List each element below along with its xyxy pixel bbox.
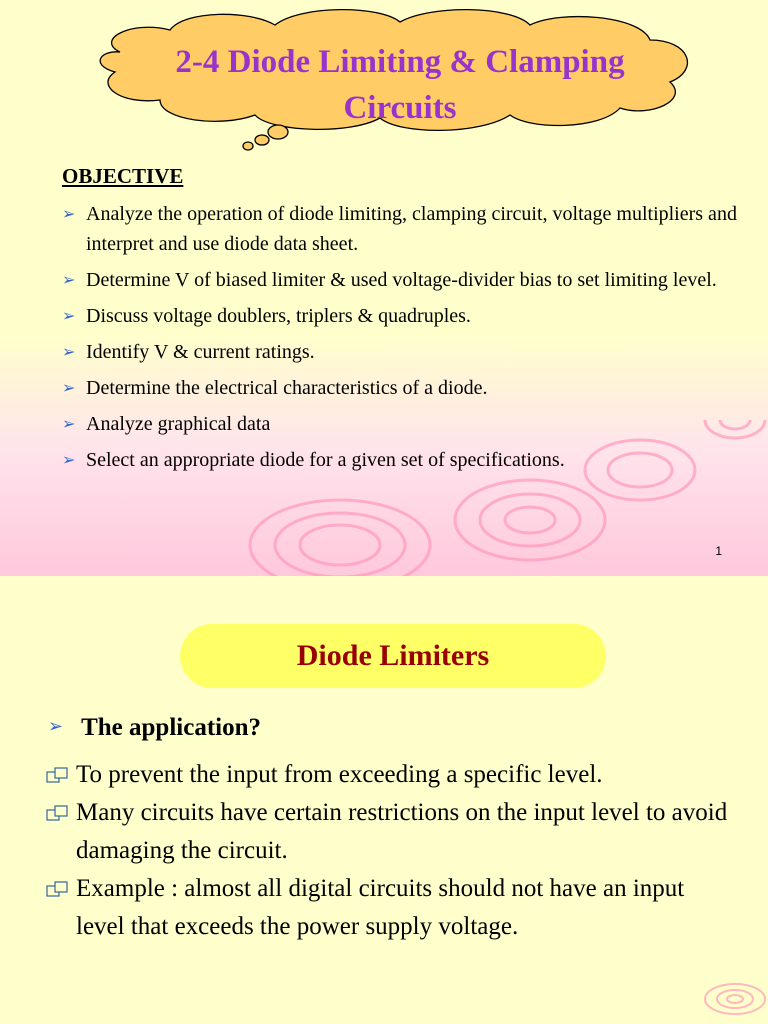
arrow-bullet-icon: ➢ xyxy=(62,306,76,325)
slide-2 xyxy=(0,576,768,1024)
slide-title-line-1: 2-4 Diode Limiting & Clamping xyxy=(175,44,625,80)
list-item: ➢ Discuss voltage doublers, triplers & quadruples. xyxy=(62,301,742,331)
arrow-bullet-icon: ➢ xyxy=(62,270,76,289)
objective-label: OBJECTIVE xyxy=(62,164,184,188)
list-item: ➢ Determine V of biased limiter & used voltage-divider bias to set limiting level. xyxy=(62,265,742,295)
list-item: ➢ Select an appropriate diode for a given set of specifications. xyxy=(62,445,742,475)
application-list xyxy=(46,756,736,946)
box-bullet-icon xyxy=(46,766,72,784)
arrow-bullet-icon: ➢ xyxy=(62,204,76,223)
arrow-bullet-icon: ➢ xyxy=(62,450,76,469)
list-item: ➢ Analyze graphical data xyxy=(62,409,742,439)
box-bullet-icon xyxy=(46,880,72,898)
page-number: 1 xyxy=(715,544,722,558)
list-item: Example : almost all digital circuits should not have an input level that exceeds the power supply voltage. xyxy=(46,870,736,946)
arrow-bullet-icon: ➢ xyxy=(48,716,64,737)
swirl-decoration-icon xyxy=(230,420,768,576)
list-item: Many circuits have certain restrictions on the input level to avoid damaging the circuit. xyxy=(46,794,736,870)
arrow-bullet-icon: ➢ xyxy=(62,378,76,397)
lead-question: ➢ The application? xyxy=(48,714,261,741)
box-bullet-icon xyxy=(46,804,72,822)
slide-title: Diode Limiters xyxy=(296,639,490,672)
list-item: ➢ Analyze the operation of diode limiting, clamping circuit, voltage multipliers and interpret and use diode data sheet. xyxy=(62,199,742,259)
list-item: To prevent the input from exceeding a specific level. xyxy=(46,756,736,794)
list-item: ➢ Identify V & current ratings. xyxy=(62,337,742,367)
swirl-decoration-icon xyxy=(690,974,768,1024)
arrow-bullet-icon: ➢ xyxy=(62,342,76,361)
list-item: ➢ Determine the electrical characteristics of a diode. xyxy=(62,373,742,403)
arrow-bullet-icon: ➢ xyxy=(62,414,76,433)
slide-title-line-2: Circuits xyxy=(343,90,457,126)
